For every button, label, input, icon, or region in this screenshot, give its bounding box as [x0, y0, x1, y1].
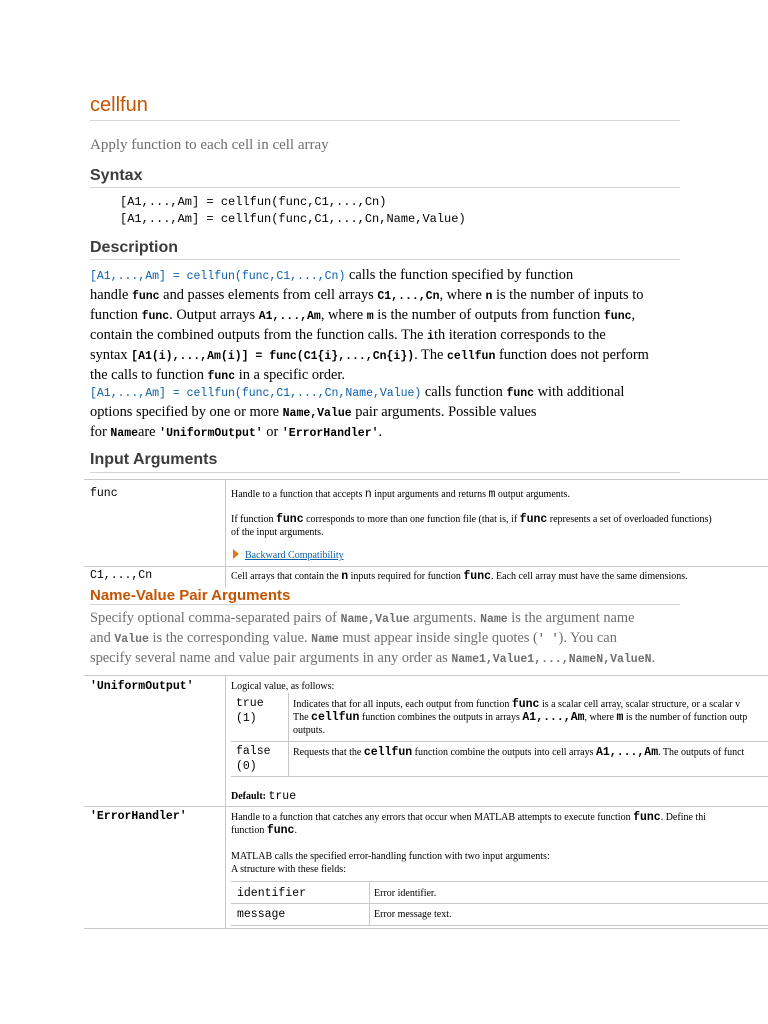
arg-func-desc-2: If function func corresponds to more than one function file (that is, if func represents a set of overloaded functions) of the input arguments.	[231, 513, 712, 538]
expand-triangle-icon	[233, 549, 239, 559]
description-divider	[90, 259, 680, 260]
arg-func-name: func	[90, 487, 118, 500]
syntax-line-2: [A1,...,Am] = cellfun(func,C1,...,Cn,Name,Value)	[120, 212, 466, 226]
arg-func-desc-1: Handle to a function that accepts n input arguments and returns m output arguments.	[231, 488, 570, 501]
error-handler-desc-1: Handle to a function that catches any errors that occur when MATLAB attempts to execute function func. Define thi function func.	[231, 811, 706, 837]
uniform-true-label: true (1)	[236, 697, 264, 725]
arg-error-handler-name: 'ErrorHandler'	[90, 810, 187, 823]
uniform-inner-column-divider	[288, 693, 289, 776]
nv-column-divider	[225, 675, 226, 928]
backward-compatibility-link[interactable]: Backward Compatibility	[245, 550, 344, 561]
uniform-false-desc: Requests that the cellfun function combine the outputs into cell arrays A1,...,Am. The outputs of funct	[293, 746, 745, 759]
page-title: cellfun	[90, 94, 148, 116]
nv-table-bottom-border	[84, 928, 768, 929]
uniform-true-desc: Indicates that for all inputs, each output from function func is a scalar cell array, scalar structure, or a scalar v The cellfun function combines the outputs in arrays A1,...,Am, where m is the number of function outp outputs.	[293, 698, 748, 736]
field-message-desc: Error message text.	[374, 909, 452, 920]
description-paragraph-2: [A1,...,Am] = cellfun(func,C1,...,Cn,Name,Value) calls function func with additional options specified by one or more Name,Value pair arguments. Possible values for Nameare 'UniformOutput' or 'ErrorHandler'.	[90, 384, 625, 440]
page-purpose: Apply function to each cell in cell array	[90, 137, 329, 153]
input-args-column-divider	[225, 479, 226, 588]
uniform-row-top-border	[84, 675, 768, 676]
fields-table-column-divider	[369, 881, 370, 926]
name-value-divider	[90, 604, 680, 605]
arg-cells-desc: Cell arrays that contain the n inputs required for function func. Each cell array must have the same dimensions.	[231, 570, 688, 583]
uniform-false-label: false (0)	[236, 745, 271, 773]
uniform-default: Default: true	[231, 790, 297, 803]
uniform-inner-bottom-border	[231, 776, 768, 777]
fields-table-row-divider	[231, 903, 768, 904]
fields-table-bottom-border	[231, 925, 768, 926]
name-value-heading: Name-Value Pair Arguments	[90, 587, 291, 604]
cells-row-top-border	[84, 566, 768, 567]
arg-uniform-output-name: 'UniformOutput'	[90, 680, 194, 693]
field-identifier-name: identifier	[237, 887, 307, 900]
fields-table-top-border	[231, 881, 768, 882]
description-paragraph-1: [A1,...,Am] = cellfun(func,C1,...,Cn) calls the function specified by function handle func and passes elements from cell arrays C1,...,Cn, where n is the number of inputs to function func. Output arrays A1,...,Am, where m is the number of outputs from function func, contain the combined outputs from the function calls. The ith iteration corresponds to the syntax [A1(i),...,Am(i)] = func(C1{i},...,Cn{i}). The cellfun function does not perform the calls to function func in a specific order.	[90, 267, 649, 383]
error-row-top-border	[84, 806, 768, 807]
field-message-name: message	[237, 908, 286, 921]
signature-link-1[interactable]: [A1,...,Am] = cellfun(func,C1,...,Cn)	[90, 270, 346, 283]
title-divider	[90, 120, 680, 121]
syntax-line-1: [A1,...,Am] = cellfun(func,C1,...,Cn)	[120, 195, 387, 209]
error-handler-desc-2: MATLAB calls the specified error-handling function with two input arguments: A structure with these fields:	[231, 851, 550, 875]
arg-cells-name: C1,...,Cn	[90, 569, 153, 582]
syntax-heading: Syntax	[90, 167, 143, 184]
description-heading: Description	[90, 239, 179, 256]
uniform-output-intro: Logical value, as follows:	[231, 681, 335, 692]
func-row-top-border	[84, 479, 768, 480]
backward-compatibility-toggle[interactable]	[233, 549, 344, 562]
syntax-divider	[90, 187, 680, 188]
field-identifier-desc: Error identifier.	[374, 888, 437, 899]
signature-link-2[interactable]: [A1,...,Am] = cellfun(func,C1,...,Cn,Name,Value)	[90, 387, 422, 400]
name-value-intro: Specify optional comma-separated pairs of Name,Value arguments. Name is the argument name and Value is the corresponding value. Name must appear inside single quotes (' '). You can specify several name and value pair arguments in any order as Name1,Value1,...,NameN,ValueN.	[90, 610, 656, 666]
input-arguments-divider	[90, 472, 680, 473]
input-arguments-heading: Input Arguments	[90, 451, 218, 468]
uniform-inner-row-divider	[231, 741, 768, 742]
